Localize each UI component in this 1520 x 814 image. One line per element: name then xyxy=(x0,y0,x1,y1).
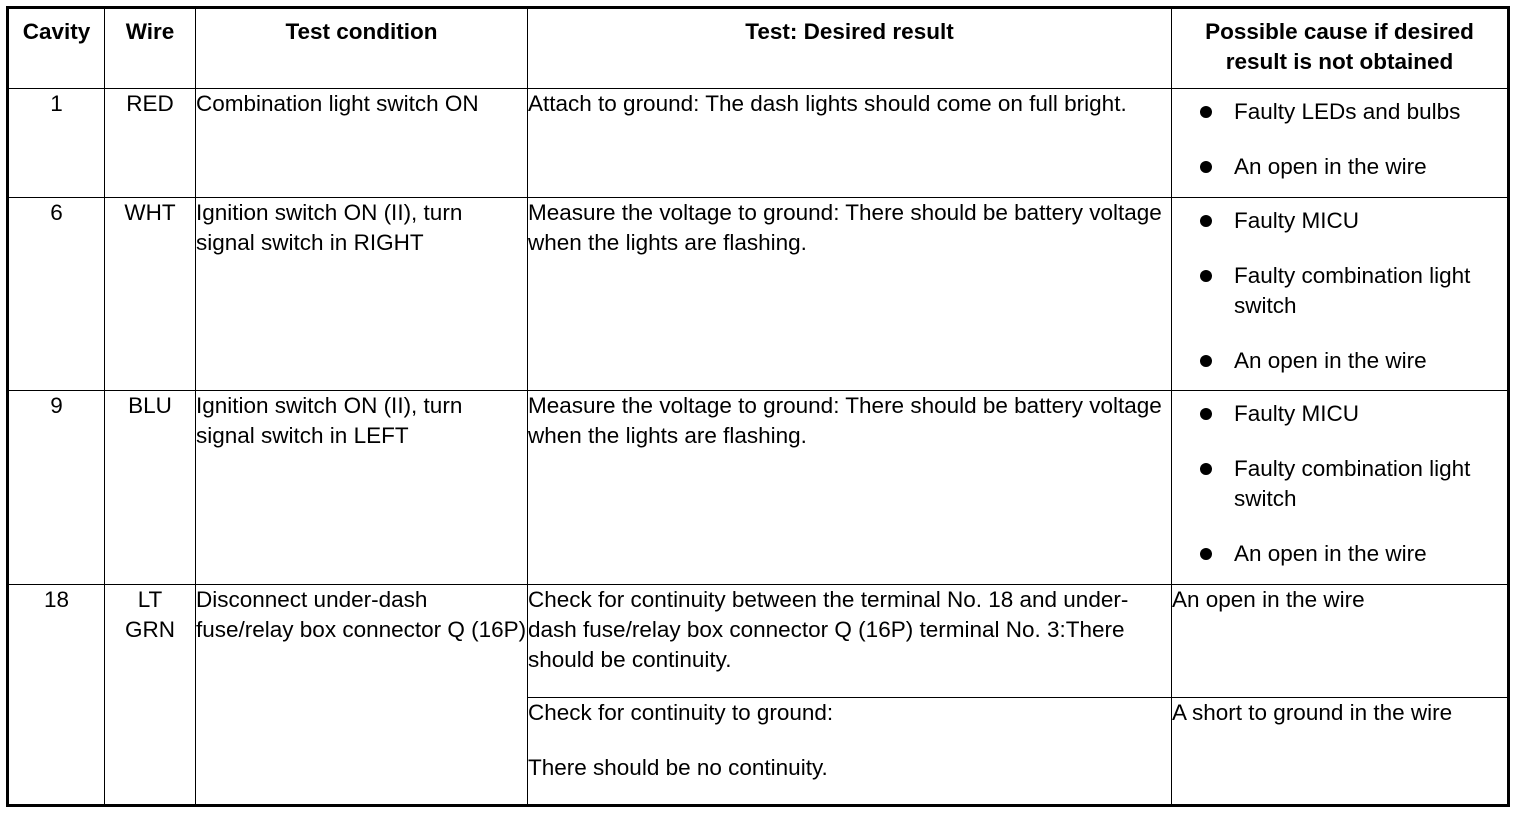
test-table xyxy=(6,6,1510,807)
list-item xyxy=(1200,399,1503,429)
cause-text: Faulty MICU xyxy=(1234,401,1360,426)
cavity-cell: 1 xyxy=(8,89,105,198)
cause-cell xyxy=(1172,89,1509,198)
header-row xyxy=(8,8,1509,89)
cavity-cell: 6 xyxy=(8,198,105,391)
list-item xyxy=(1200,152,1503,182)
cause-list xyxy=(1172,89,1507,182)
header-cause-line1: Possible cause if desired xyxy=(1205,19,1474,44)
bullet-icon xyxy=(1200,270,1212,282)
wire-cell xyxy=(105,585,196,806)
bullet-icon xyxy=(1200,355,1212,367)
list-item xyxy=(1200,539,1503,569)
condition-cell: Ignition switch ON (II), turn signal switch in LEFT xyxy=(196,391,528,585)
condition-cell: Ignition switch ON (II), turn signal switch in RIGHT xyxy=(196,198,528,391)
wire-cell: RED xyxy=(105,89,196,198)
list-item xyxy=(1200,206,1503,236)
cause-list xyxy=(1172,198,1507,376)
header-possible-cause xyxy=(1172,8,1509,89)
wire-line2: GRN xyxy=(125,617,175,642)
table-row xyxy=(8,585,1509,698)
cause-cell: A short to ground in the wire xyxy=(1172,698,1509,806)
result-cell: Measure the voltage to ground: There should be battery voltage when the lights are flashing. xyxy=(528,391,1172,585)
wire-cell: WHT xyxy=(105,198,196,391)
cavity-cell: 9 xyxy=(8,391,105,585)
cause-text: An open in the wire xyxy=(1234,154,1427,179)
header-wire: Wire xyxy=(105,8,196,89)
list-item xyxy=(1200,261,1503,321)
cause-cell xyxy=(1172,198,1509,391)
bullet-icon xyxy=(1200,106,1212,118)
list-item xyxy=(1200,454,1503,514)
result-line2: There should be no continuity. xyxy=(528,755,828,780)
header-cavity: Cavity xyxy=(8,8,105,89)
wire-line1: LT xyxy=(137,587,163,612)
cause-text: Faulty MICU xyxy=(1234,208,1360,233)
result-line1: Check for continuity to ground: xyxy=(528,700,834,725)
bullet-icon xyxy=(1200,463,1212,475)
bullet-icon xyxy=(1200,408,1212,420)
cause-cell: An open in the wire xyxy=(1172,585,1509,698)
result-cell: Measure the voltage to ground: There should be battery voltage when the lights are flashing. xyxy=(528,198,1172,391)
condition-cell: Combination light switch ON xyxy=(196,89,528,198)
bullet-icon xyxy=(1200,215,1212,227)
header-test-condition: Test condition xyxy=(196,8,528,89)
table-row xyxy=(8,89,1509,198)
cause-text: Faulty combination light switch xyxy=(1234,456,1471,511)
result-cell: Attach to ground: The dash lights should come on full bright. xyxy=(528,89,1172,198)
cause-cell xyxy=(1172,391,1509,585)
wire-cell: BLU xyxy=(105,391,196,585)
result-cell xyxy=(528,698,1172,806)
bullet-icon xyxy=(1200,161,1212,173)
table-row xyxy=(8,198,1509,391)
header-desired-result: Test: Desired result xyxy=(528,8,1172,89)
cause-text: An open in the wire xyxy=(1234,348,1427,373)
cause-text: An open in the wire xyxy=(1234,541,1427,566)
result-cell: Check for continuity between the terminal No. 18 and under-dash fuse/relay box connector Q (16P) terminal No. 3:There should be continuity. xyxy=(528,585,1172,698)
table-row xyxy=(8,391,1509,585)
header-cause-line2: result is not obtained xyxy=(1225,49,1454,74)
cause-text: Faulty combination light switch xyxy=(1234,263,1471,318)
list-item xyxy=(1200,97,1503,127)
condition-cell: Disconnect under-dash fuse/relay box connector Q (16P) xyxy=(196,585,528,806)
cause-text: Faulty LEDs and bulbs xyxy=(1234,99,1461,124)
cavity-cell: 18 xyxy=(8,585,105,806)
bullet-icon xyxy=(1200,548,1212,560)
list-item xyxy=(1200,346,1503,376)
cause-list xyxy=(1172,391,1507,569)
